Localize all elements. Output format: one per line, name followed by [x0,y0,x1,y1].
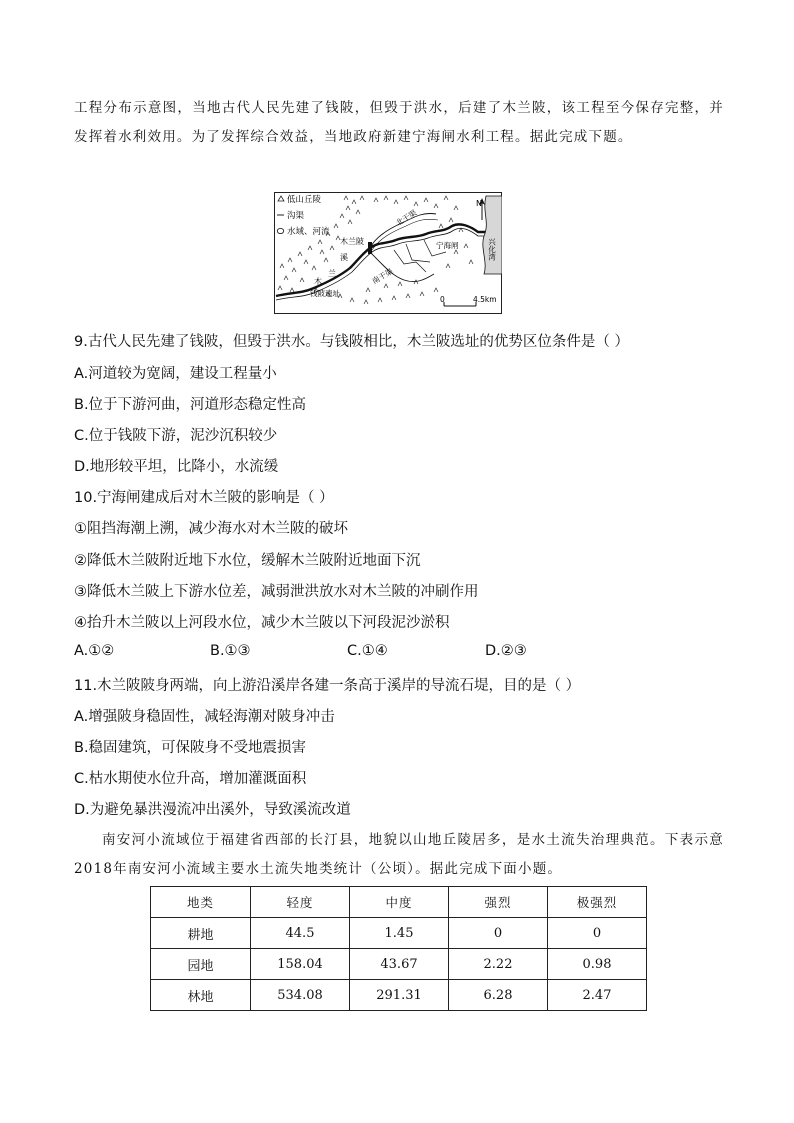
river-char-2: 兰 [328,269,336,278]
table-cell: 291.31 [350,980,449,1011]
q10-option-b: B.①③ [210,643,251,659]
legend-canal-label: 沟渠 [287,211,305,221]
svg-text:4.5km: 4.5km [473,295,497,304]
table-cell: 2.22 [449,949,548,980]
q10-option-c: C.①④ [347,643,388,659]
table-cell: 158.04 [251,949,350,980]
mulanpi-dam-marker [368,242,372,254]
river-char-1: 木 [314,277,322,286]
q10-option-d: D.②③ [485,643,527,659]
north-canal-label: 北干渠 [394,208,419,228]
soil-erosion-table [150,886,647,1011]
q11-option-b: B.稳固建筑，可保陂身不受地震损害 [74,740,307,756]
table-header-cell: 地类 [151,887,251,918]
question-10-stem: 10.宁海闸建成后对木兰陂的影响是（ ） [74,490,334,506]
q11-option-c: C.枯水期使水位升高，增加灌溉面积 [74,771,307,787]
table-cell: 林地 [151,980,251,1011]
q10-options [74,643,574,663]
xinghuawan-label: 兴化湾 [487,238,497,261]
q10-item-4: ④抬升木兰陂以上河段水位，减少木兰陂以下河段泥沙淤积 [74,615,450,631]
table-header-cell: 中度 [350,887,449,918]
ninghaizha-label: 宁海闸 [436,241,459,250]
table-cell: 0.98 [548,949,647,980]
table-cell: 44.5 [251,918,350,949]
table-header-cell: 强烈 [449,887,548,918]
table-header-cell: 极强烈 [548,887,647,918]
intro-paragraph-2: 南安河小流域位于福建省西部的长汀县，地貌以山地丘陵居多，是水土流失治理典范。下表示意2018年南安河小流域主要水土流失地类统计（公顷）。据此完成下面小题。 [74,832,724,877]
river-char-3: 溪 [340,253,348,262]
qianpi-site-label: 钱陂遗址 [310,289,340,298]
table-cell: 2.47 [548,980,647,1011]
table-cell: 园地 [151,949,251,980]
table-row [151,949,647,980]
legend-water-label: 水域、河流 [287,227,330,237]
table-cell: 耕地 [151,918,251,949]
svg-text:N: N [476,199,482,208]
legend-hills-label: 低山丘陵 [287,195,322,205]
table-row [151,918,647,949]
q10-item-2: ②降低木兰陂附近地下水位，缓解木兰陂附近地面下沉 [74,553,421,569]
q9-option-c: C.位于钱陂下游，泥沙沉积较少 [74,428,278,444]
q9-option-a: A.河道较为宽阔，建设工程量小 [74,366,277,382]
svg-text:0: 0 [440,295,445,304]
south-canal-label: 南干渠 [370,266,395,286]
q9-option-d: D.地形较平坦，比降小，水流缓 [74,459,279,475]
mulanpi-label: 木兰陂 [340,237,364,246]
table-cell: 0 [548,918,647,949]
q11-option-a: A.增强陂身稳固性，减轻海潮对陂身冲击 [74,709,335,725]
intro-paragraph-1: 工程分布示意图，当地古代人民先建了钱陂，但毁于洪水，后建了木兰陂，该工程至今保存完整，并发挥着水利效用。为了发挥综合效益，当地政府新建宁海闸水利工程。据此完成下题。 [74,100,724,145]
xinghua-bay [483,196,502,274]
question-11-stem: 11.木兰陂陂身两端，向上游沿溪岸各建一条高于溪岸的导流石堤，目的是（ ） [74,678,581,694]
q9-option-b: B.位于下游河曲，河道形态稳定性高 [74,397,307,413]
table-cell: 534.08 [251,980,350,1011]
river-map-figure [274,192,502,314]
q11-option-d: D.为避免暴洪漫流冲出溪外，导致溪流改道 [74,802,351,818]
table-cell: 1.45 [350,918,449,949]
table-header-row [151,887,647,918]
table-header-cell: 轻度 [251,887,350,918]
q10-option-a: A.①② [74,643,115,659]
q10-item-1: ①阻挡海潮上溯，减少海水对木兰陂的破坏 [74,521,348,537]
table-row [151,980,647,1011]
table-cell: 0 [449,918,548,949]
q10-item-3: ③降低木兰陂上下游水位差，减弱泄洪放水对木兰陂的冲刷作用 [74,584,479,600]
question-9-stem: 9.古代人民先建了钱陂，但毁于洪水。与钱陂相比，木兰陂选址的优势区位条件是（ ） [74,334,629,350]
table-cell: 6.28 [449,980,548,1011]
table-cell: 43.67 [350,949,449,980]
